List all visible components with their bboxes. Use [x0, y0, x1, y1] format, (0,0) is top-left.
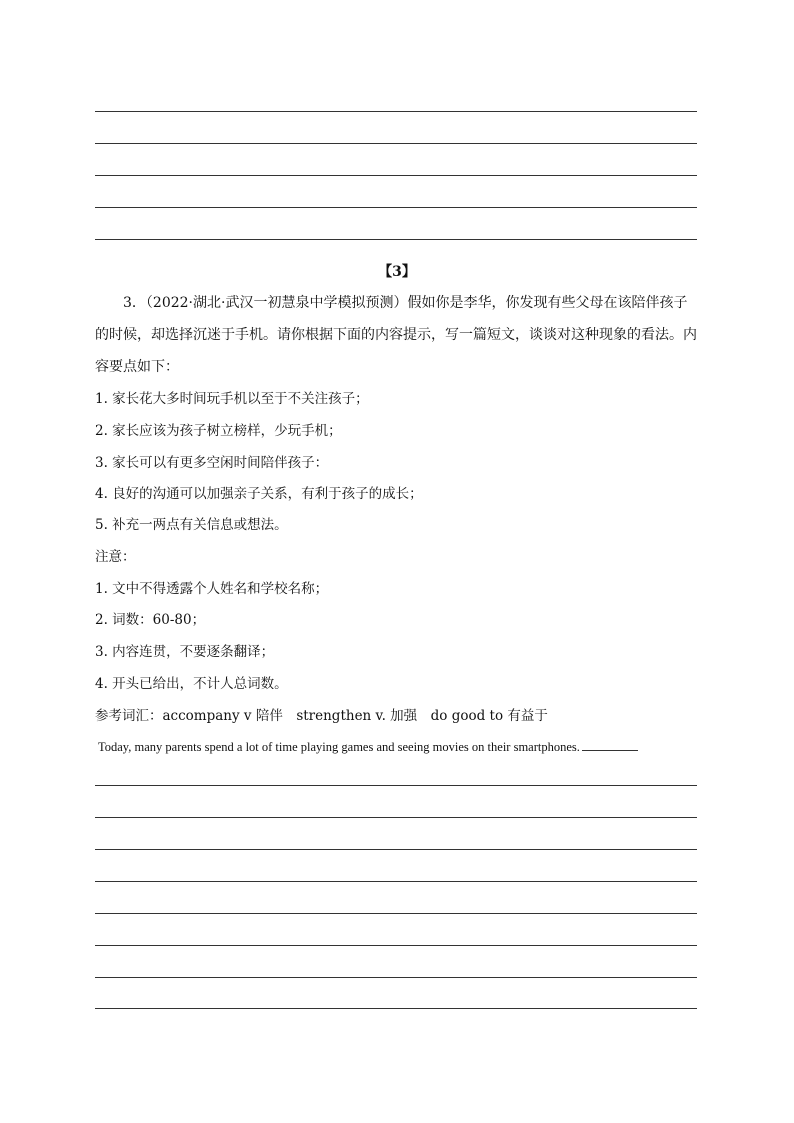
opening-sentence-row	[98, 738, 638, 755]
answer-line	[95, 945, 697, 946]
point-item: 5. 补充一两点有关信息或想法。	[95, 517, 288, 533]
answer-line	[95, 239, 697, 240]
note-item: 3. 内容连贯，不要逐条翻译；	[95, 644, 275, 660]
opening-sentence: Today, many parents spend a lot of time playing games and seeing movies on their smartphones.	[98, 740, 580, 754]
point-item: 3. 家长可以有更多空闲时间陪伴孩子：	[95, 455, 329, 471]
answer-line	[95, 785, 697, 786]
answer-line	[95, 1008, 697, 1009]
answer-line	[95, 143, 697, 144]
answer-line	[95, 175, 697, 176]
question-paragraph	[95, 287, 699, 383]
answer-line	[95, 977, 697, 978]
point-item: 2. 家长应该为孩子树立榜样，少玩手机；	[95, 423, 342, 439]
answer-line	[95, 881, 697, 882]
note-item: 1. 文中不得透露个人姓名和学校名称；	[95, 581, 329, 597]
question-number: 3．	[123, 295, 146, 311]
answer-line	[95, 207, 697, 208]
point-item: 4. 良好的沟通可以加强亲子关系，有利于孩子的成长；	[95, 486, 423, 502]
note-item: 4. 开头已给出，不计人总词数。	[95, 676, 288, 692]
answer-blank[interactable]	[582, 738, 638, 751]
question-prompt: 假如你是李华，你发现有些父母在该陪伴孩子的时候，却选择沉迷于手机。请你根据下面的内容提示，写一篇短文，谈谈对这种现象的看法。内容要点如下：	[95, 295, 697, 375]
answer-line	[95, 849, 697, 850]
answer-line	[95, 111, 697, 112]
answer-line	[95, 817, 697, 818]
answer-line	[95, 913, 697, 914]
question-source: （2022·湖北·武汉一初慧泉中学模拟预测）	[145, 295, 408, 311]
vocab-hint: 参考词汇：accompany v 陪伴 strengthen v. 加强 do good to 有益于	[95, 708, 548, 724]
section-label: 【3】	[378, 264, 416, 280]
notes-label: 注意：	[95, 549, 136, 565]
point-item: 1. 家长花大多时间玩手机以至于不关注孩子；	[95, 391, 369, 407]
note-item: 2. 词数：60-80；	[95, 612, 206, 628]
